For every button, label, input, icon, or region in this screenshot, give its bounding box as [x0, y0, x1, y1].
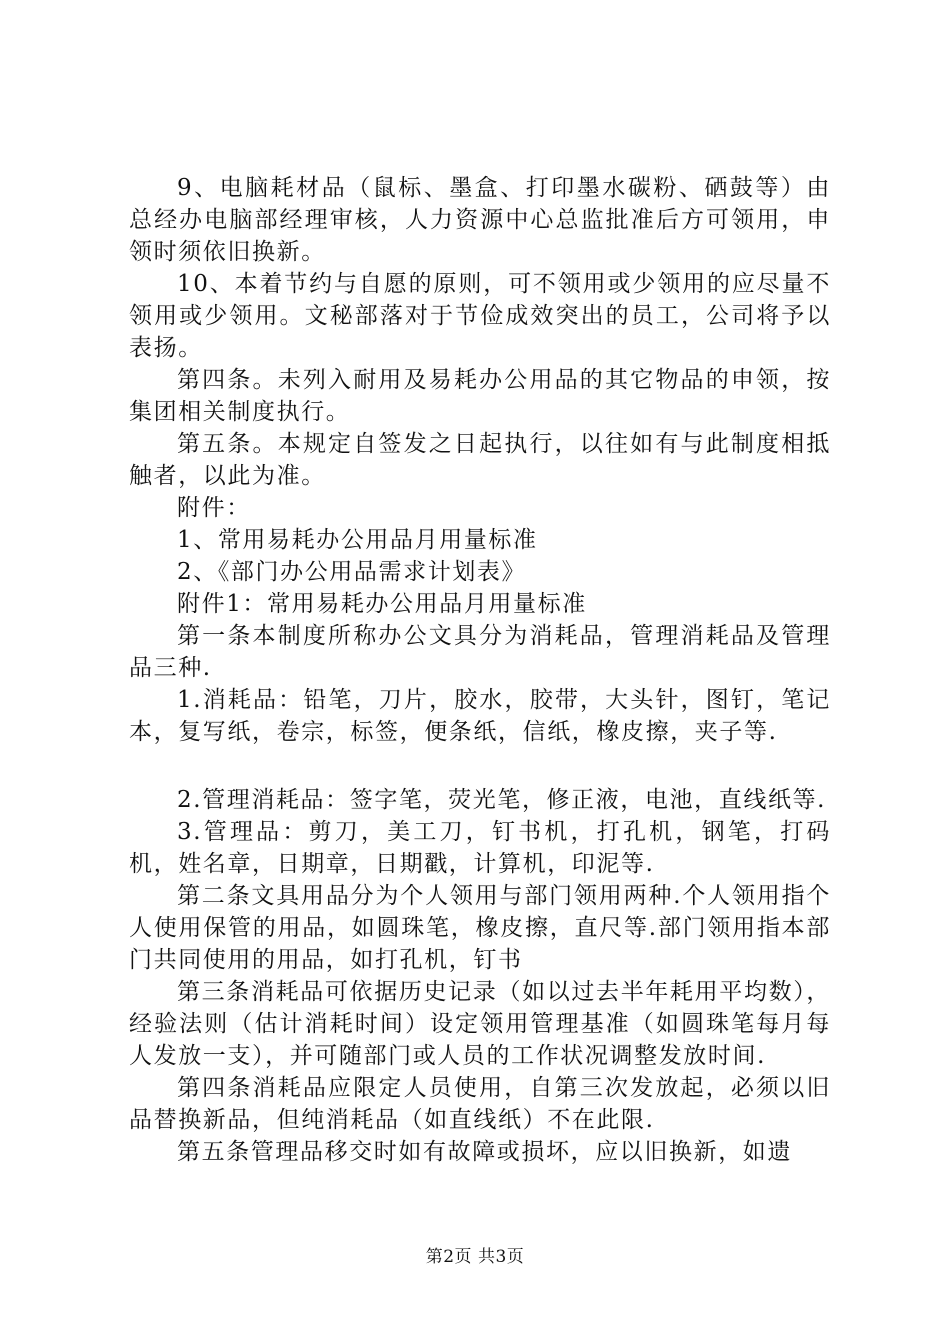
paragraph-attachment-1: 1、常用易耗办公用品月用量标准: [177, 527, 538, 553]
paragraph-article-4: 第四条。未列入耐用及易耗办公用品的其它物品的申领，按集团相关制度执行。: [129, 367, 831, 425]
paragraph-attachments-heading: 附件：: [177, 495, 251, 521]
page-number: 第2页 共3页: [425, 1247, 525, 1267]
paragraph-clause-1: 第一条本制度所称办公文具分为消耗品，管理消耗品及管理品三种.: [129, 623, 831, 681]
paragraph-attachment-1-title: 附件1：常用易耗办公用品月用量标准: [177, 591, 587, 617]
page-footer: [0, 1242, 950, 1267]
paragraph-consumables: 1.消耗品：铅笔，刀片，胶水，胶带，大头针，图钉，笔记本，复写纸，卷宗，标签，便条纸，信纸，橡皮擦，夹子等.: [129, 687, 831, 745]
paragraph-managed-items: 3.管理品：剪刀，美工刀，钉书机，打孔机，钢笔，打码机，姓名章，日期章，日期戳，计算机，印泥等.: [129, 819, 831, 877]
paragraph-item-10: 10、本着节约与自愿的原则，可不领用或少领用的应尽量不领用或少领用。文秘部落对于节俭成效突出的员工，公司将予以表扬。: [129, 271, 831, 361]
paragraph-clause-3: 第三条消耗品可依据历史记录（如以过去半年耗用平均数），经验法则（估计消耗时间）设定领用管理基准（如圆珠笔每月每人发放一支），并可随部门或人员的工作状况调整发放时间.: [129, 979, 831, 1069]
paragraph-clause-4: 第四条消耗品应限定人员使用，自第三次发放起，必须以旧品替换新品，但纯消耗品（如直线纸）不在此限.: [129, 1075, 831, 1133]
paragraph-article-5: 第五条。本规定自签发之日起执行，以往如有与此制度相抵触者，以此为准。: [129, 431, 831, 489]
document-body: [129, 172, 831, 1168]
paragraph-clause-5: 第五条管理品移交时如有故障或损坏，应以旧换新，如遗: [177, 1139, 792, 1165]
paragraph-clause-2: 第二条文具用品分为个人领用与部门领用两种.个人领用指个人使用保管的用品，如圆珠笔，橡皮擦，直尺等.部门领用指本部门共同使用的用品，如打孔机，钉书: [129, 883, 831, 973]
paragraph-attachment-2: 2、《部门办公用品需求计划表》: [177, 559, 527, 585]
paragraph-item-9: 9、电脑耗材品（鼠标、墨盒、打印墨水碳粉、硒鼓等）由总经办电脑部经理审核，人力资源中心总监批准后方可领用，申领时须依旧换新。: [129, 175, 831, 265]
paragraph-managed-consumables: 2.管理消耗品：签字笔，荧光笔，修正液，电池，直线纸等.: [177, 787, 827, 813]
